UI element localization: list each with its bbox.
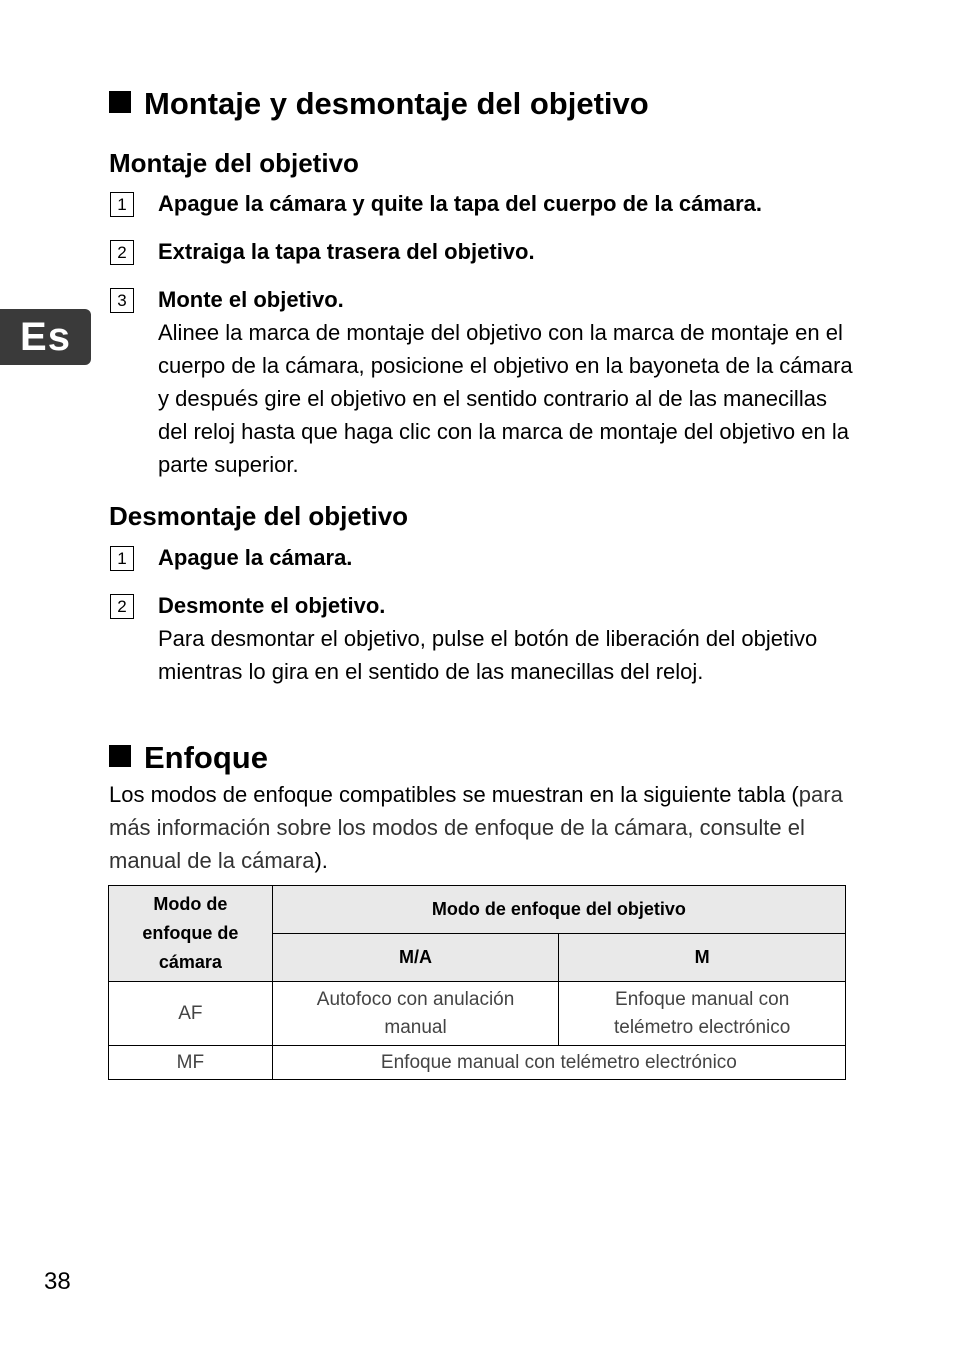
step-number: 2	[110, 594, 134, 619]
mount-step-2	[110, 235, 850, 268]
step-title: Apague la cámara.	[158, 545, 353, 570]
section-heading-focus: Enfoque	[109, 740, 268, 776]
header-lens-mode: Modo de enfoque del objetivo	[272, 886, 845, 934]
table-row	[109, 982, 846, 1046]
page-number: 38	[44, 1268, 71, 1295]
focus-intro-paragraph: Los modos de enfoque compatibles se muestran en la siguiente tabla (para más información sobre los modos de enfoque de la cámara, consulte el manual de la cámara).	[109, 782, 843, 873]
step-number: 3	[110, 288, 134, 313]
section-heading-mount-unmount: Montaje y desmontaje del objetivo	[109, 86, 649, 122]
step-number: 1	[110, 192, 134, 217]
header-camera-mode: Modo de enfoque de cámara	[109, 886, 273, 982]
mount-step-1	[110, 187, 850, 220]
header-m: M	[559, 934, 846, 982]
subheading-unmount: Desmontaje del objetivo	[109, 501, 409, 531]
step-description: Para desmontar el objetivo, pulse el botón de liberación del objetivo mientras lo gira en el sentido de las manecillas del reloj.	[158, 626, 818, 684]
step-title: Desmonte el objetivo.	[158, 593, 386, 618]
mount-step-3	[110, 283, 853, 481]
cell-m: Enfoque manual con telémetro electrónico	[559, 982, 846, 1046]
cell-camera-mode: AF	[109, 982, 273, 1046]
unmount-step-1	[110, 541, 850, 574]
step-title: Extraiga la tapa trasera del objetivo.	[158, 239, 535, 264]
square-bullet-icon	[109, 91, 131, 113]
step-title: Monte el objetivo.	[158, 287, 344, 312]
cell-both-modes: Enfoque manual con telémetro electrónico	[272, 1046, 845, 1080]
step-description: Alinee la marca de montaje del objetivo con la marca de montaje en el cuerpo de la cámara, posicione el objetivo en la bayoneta de la cámara y después gire el objetivo en el sentido contrario al de las manecillas del reloj hasta que haga clic con la marca de montaje del objetivo en la parte superior.	[158, 320, 853, 477]
cell-camera-mode: MF	[109, 1046, 273, 1080]
unmount-step-2	[110, 589, 850, 688]
table-row	[109, 1046, 846, 1080]
step-number: 2	[110, 240, 134, 265]
cell-ma: Autofoco con anulación manual	[272, 982, 559, 1046]
step-title: Apague la cámara y quite la tapa del cuerpo de la cámara.	[158, 191, 763, 216]
square-bullet-icon	[109, 745, 131, 767]
step-number: 1	[110, 546, 134, 571]
focus-mode-table	[108, 885, 846, 1080]
subheading-mount: Montaje del objetivo	[109, 148, 359, 178]
language-tab: Es	[0, 309, 91, 365]
header-ma: M/A	[272, 934, 559, 982]
